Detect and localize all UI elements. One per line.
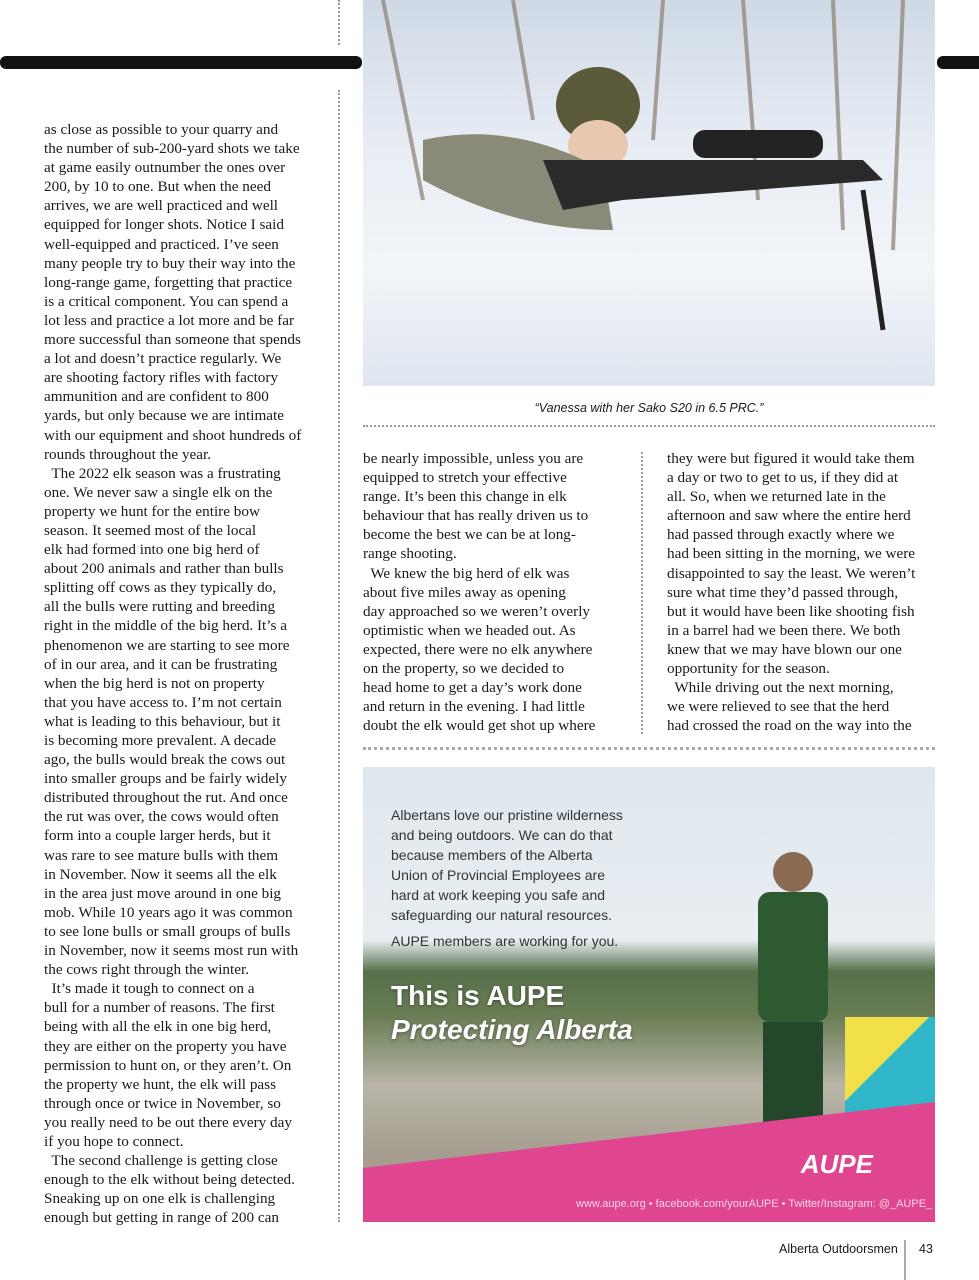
text-line: be nearly impossible, unless you are: [363, 450, 584, 467]
text-line: enough to the elk without being detected.: [44, 1171, 295, 1189]
text-line: day approached so we weren’t overly: [363, 602, 591, 620]
text-line: mob. While 10 years ago it was common: [44, 903, 293, 921]
text-line: Sneaking up on one elk is challenging: [44, 1190, 276, 1208]
text-line: lot less and practice a lot more and be far: [44, 311, 295, 329]
page-number: 43: [919, 1242, 933, 1256]
text-line: had crossed the road on the way into the: [667, 717, 912, 735]
text-line: distributed throughout the rut. And once: [44, 789, 288, 807]
text-line: they are either on the property you have: [44, 1037, 287, 1055]
text-line: behaviour that has really driven us to: [363, 507, 589, 525]
text-line: safeguarding our natural resources.: [391, 907, 613, 923]
ad-links[interactable]: www.aupe.org • facebook.com/yourAUPE • Twitter/Instagram: @_AUPE_: [576, 1198, 933, 1210]
text-line: arrives, we are well practiced and well: [44, 197, 279, 215]
text-line: in November, now it seems most run with: [44, 942, 299, 960]
text-line: the number of sub-200-yard shots we take: [44, 140, 300, 158]
text-line: are shooting factory rifles with factory: [44, 369, 279, 387]
text-line: on the property, so we decided to: [363, 660, 565, 678]
aupe-logo: AUPE: [800, 1149, 873, 1179]
text-line: We knew the big herd of elk was: [363, 564, 570, 582]
text-line: equipped to stretch your effective: [363, 469, 567, 487]
text-line: that you have access to. I’m not certain: [44, 693, 282, 711]
text-line: property we hunt for the entire bow: [44, 502, 260, 520]
text-line: is a critical component. You can spend a: [44, 292, 289, 310]
text-line: one. We never saw a single elk on the: [44, 483, 273, 501]
text-line: Union of Provincial Employees are: [391, 867, 605, 883]
text-line: optimistic when we headed out. As: [363, 621, 576, 639]
text-line: The 2022 elk season was a frustrating: [44, 464, 281, 482]
ad-headline-2: Protecting Alberta: [391, 1014, 633, 1045]
text-line: a lot and doesn’t practice regularly. We: [44, 350, 282, 368]
text-line: what is leading to this behaviour, but it: [44, 712, 281, 730]
decorative-bar: [937, 56, 979, 69]
text-line: the rut was over, the cows would often: [44, 808, 279, 826]
ad-tagline: AUPE members are working for you.: [391, 933, 619, 949]
text-line: the property we hunt, the elk will pass: [44, 1075, 276, 1093]
text-line: more successful than someone that spends: [44, 331, 301, 349]
text-line: is becoming more prevalent. A decade: [44, 732, 276, 749]
text-line: The second challenge is getting close: [44, 1152, 278, 1170]
text-line: right in the middle of the big herd. It’s a: [44, 617, 287, 635]
text-line: doubt the elk would get shot up where: [363, 717, 596, 735]
text-line: in the area just move around in one big: [44, 884, 282, 902]
text-line: ago, the bulls would break the cows out: [44, 751, 286, 769]
text-line: range shooting.: [363, 545, 457, 563]
text-line: all the bulls were rutting and breeding: [44, 598, 276, 616]
text-line: because members of the Alberta: [391, 847, 593, 863]
text-line: if you hope to connect.: [44, 1132, 184, 1150]
text-line: disappointed to say the least. We weren’t: [667, 564, 916, 582]
text-line: knew that we may have blown our one: [667, 640, 902, 658]
text-line: a day or two to get to us, if they did at: [667, 469, 899, 487]
text-line: hard at work keeping you safe and: [391, 887, 606, 903]
text-line: through once or twice in November, so: [44, 1094, 281, 1112]
text-line: and return in the evening. I had little: [363, 698, 585, 716]
text-line: about five miles away as opening: [363, 583, 566, 601]
text-line: elk had formed into one big herd of: [44, 541, 260, 559]
text-line: well-equipped and practiced. I’ve seen: [44, 235, 279, 253]
text-line: head home to get a day’s work done: [363, 679, 582, 697]
text-line: about 200 animals and rather than bulls: [44, 560, 284, 578]
ad-headline: [391, 979, 633, 1047]
text-line: as close as possible to your quarry and: [44, 121, 279, 138]
text-line: in November. Now it seems all the elk: [44, 865, 277, 883]
text-line: bull for a number of reasons. The first: [44, 999, 275, 1017]
text-line: and being outdoors. We can do that: [391, 827, 613, 843]
column-divider: [338, 90, 340, 1222]
text-line: in a barrel had we been there. We both: [667, 621, 901, 639]
text-line: season. It seemed most of the local: [44, 521, 257, 539]
text-line: had passed through exactly where we: [667, 526, 895, 544]
text-line: rounds throughout the year.: [44, 445, 212, 463]
divider: [363, 747, 935, 750]
text-line: they were but figured it would take them: [667, 450, 915, 467]
text-line: with our equipment and shoot hundreds of: [44, 426, 302, 444]
text-line: you really need to be out there every day: [44, 1113, 292, 1131]
text-line: form into a couple larger herds, but it: [44, 827, 271, 845]
ad-body: [391, 805, 623, 951]
text-line: range. It’s been this change in elk: [363, 488, 567, 506]
text-line: to see lone bulls or small groups of bulls: [44, 922, 291, 940]
text-line: afternoon and saw where the entire herd: [667, 507, 911, 525]
text-line: equipped for longer shots. Notice I said: [44, 216, 284, 234]
text-line: all. So, when we returned late in the: [667, 488, 886, 506]
text-line: we were relieved to see that the herd: [667, 698, 890, 716]
text-line: ammunition and are confident to 800: [44, 388, 269, 406]
text-line: phenomenon we are starting to see more: [44, 636, 290, 654]
text-line: permission to hunt on, or they aren’t. On: [44, 1056, 292, 1074]
photo-caption: “Vanessa with her Sako S20 in 6.5 PRC.”: [534, 401, 764, 415]
divider: [363, 425, 935, 427]
text-line: Albertans love our pristine wilderness: [391, 807, 623, 823]
text-line: sure what time they’d passed through,: [667, 583, 899, 601]
text-line: long-range game, forgetting that practice: [44, 273, 293, 291]
footer-divider: [904, 1240, 906, 1280]
text-line: at game easily outnumber the ones over: [44, 159, 286, 177]
text-line: into smaller groups and be fairly widely: [44, 770, 287, 788]
text-line: While driving out the next morning,: [667, 679, 894, 697]
column-divider: [338, 0, 340, 45]
decorative-bar: [0, 56, 362, 69]
publication-name: Alberta Outdoorsmen: [779, 1242, 898, 1256]
text-line: enough but getting in range of 200 can: [44, 1209, 279, 1227]
text-line: splitting off cows as they typically do,: [44, 579, 277, 597]
rifle-hunter-illustration: [363, 0, 935, 386]
text-line: being with all the elk in one big herd,: [44, 1018, 272, 1036]
text-line: expected, there were no elk anywhere: [363, 640, 593, 658]
text-line: many people try to buy their way into the: [44, 254, 296, 272]
text-line: 200, by 10 to one. But when the need: [44, 178, 271, 196]
aupe-advertisement[interactable]: [363, 767, 935, 1222]
text-line: opportunity for the season.: [667, 660, 830, 678]
text-line: become the best we can be at long-: [363, 526, 576, 544]
text-line: the cows right through the winter.: [44, 961, 249, 979]
text-line: of in our area, and it can be frustrating: [44, 655, 278, 673]
text-line: had been sitting in the morning, we were: [667, 545, 915, 563]
left-column-text: [44, 120, 301, 1227]
text-line: was rare to see mature bulls with them: [44, 846, 279, 864]
text-line: It’s made it tough to connect on a: [44, 980, 255, 998]
text-line: yards, but only because we are intimate: [44, 407, 284, 425]
middle-column-text: [363, 449, 595, 735]
text-line: but it would have been like shooting fish: [667, 602, 915, 620]
hunter-photo: [363, 0, 935, 386]
right-column-text: [667, 449, 915, 735]
ad-headline-1: This is AUPE: [391, 980, 565, 1011]
column-divider: [641, 452, 643, 734]
text-line: when the big herd is not on property: [44, 674, 265, 692]
